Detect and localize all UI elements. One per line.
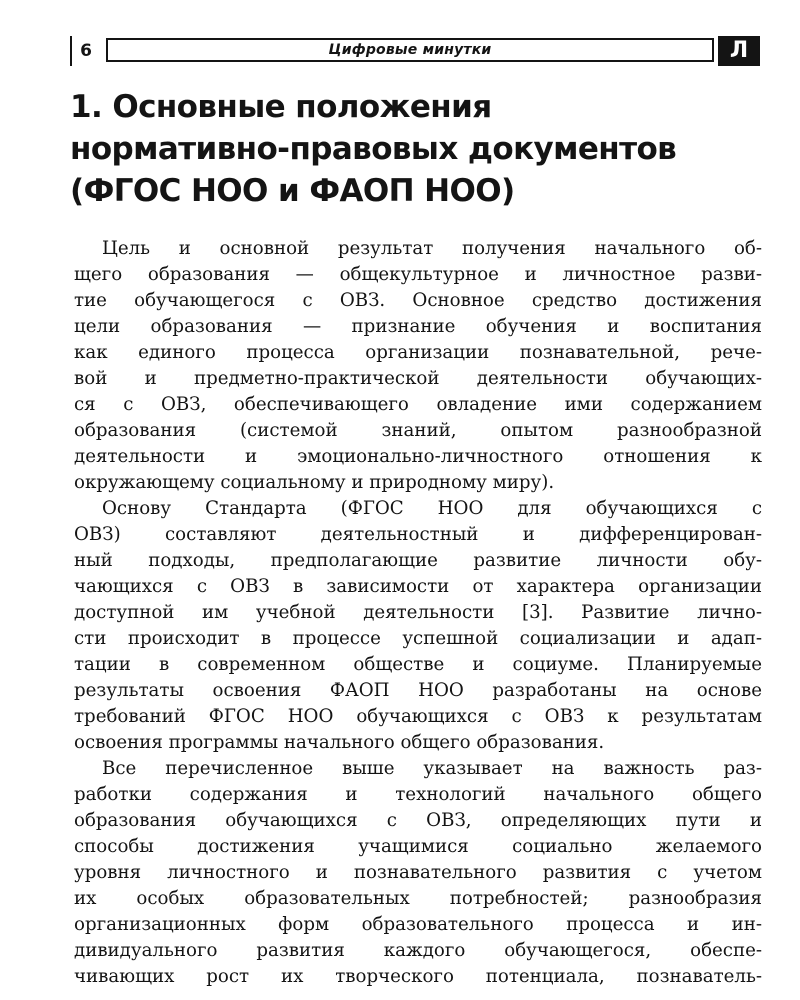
text-line: освоения программы начального общего образования. <box>74 732 605 753</box>
running-title: Цифровые минутки <box>106 38 714 62</box>
text-line: тации в современном обществе и социуме. Планируемые <box>74 654 762 675</box>
text-line: ный подходы, предполагающие развитие личности обу- <box>74 550 762 571</box>
text-line: уровня личностного и познавательного развития с учетом <box>74 862 762 883</box>
text-line: результаты освоения ФАОП НОО разработаны на основе <box>74 680 762 701</box>
text-line: сти происходит в процессе успешной социализации и адап- <box>74 628 762 649</box>
paragraph-goal <box>74 236 762 496</box>
page-number: 6 <box>70 36 100 66</box>
body-text <box>74 236 762 990</box>
text-line: вой и предметно-практической деятельности обучающих- <box>74 368 762 389</box>
text-line: ся с ОВЗ, обеспечивающего овладение ими содержанием <box>74 394 762 415</box>
text-line: щего образования — общекультурное и личностное разви- <box>74 264 762 285</box>
text-line: как единого процесса организации познавательной, рече- <box>74 342 762 363</box>
section-title <box>70 86 760 212</box>
text-line: Все перечисленное выше указывает на важность раз- <box>102 758 762 779</box>
text-line: требований ФГОС НОО обучающихся с ОВЗ к результатам <box>74 706 762 727</box>
running-header <box>70 36 760 66</box>
text-line: доступной им учебной деятельности [3]. Развитие лично- <box>74 602 762 623</box>
paragraph-importance <box>74 756 762 990</box>
text-line: деятельности и эмоционально-личностного отношения к <box>74 446 762 467</box>
text-line: образования (системой знаний, опытом разнообразной <box>74 420 762 441</box>
text-line: чивающих рост их творческого потенциала, познаватель- <box>74 966 762 987</box>
text-line: ОВЗ) составляют деятельностный и дифференцирован- <box>74 524 762 545</box>
text-line: тие обучающегося с ОВЗ. Основное средство достижения <box>74 290 762 311</box>
text-line: образования обучающихся с ОВЗ, определяющих пути и <box>74 810 762 831</box>
text-line: Основу Стандарта (ФГОС НОО для обучающихся с <box>102 498 762 519</box>
paragraph-standard <box>74 496 762 756</box>
text-line: дивидуального развития каждого обучающегося, обеспе- <box>74 940 762 961</box>
text-line: цели образования — признание обучения и воспитания <box>74 316 762 337</box>
text-line: окружающему социальному и природному миру). <box>74 472 555 493</box>
text-line: способы достижения учащимися социально желаемого <box>74 836 762 857</box>
text-line: их особых образовательных потребностей; разнообразия <box>74 888 762 909</box>
text-line: чающихся с ОВЗ в зависимости от характера организации <box>74 576 762 597</box>
text-line: организационных форм образовательного процесса и ин- <box>74 914 762 935</box>
section-badge: Л <box>718 36 760 66</box>
text-line: Цель и основной результат получения начального об- <box>102 238 762 259</box>
section-title-line: (ФГОС НОО и ФАОП НОО) <box>70 173 515 209</box>
text-line: работки содержания и технологий начального общего <box>74 784 762 805</box>
section-title-line: нормативно-правовых документов <box>70 131 677 167</box>
section-title-line: 1. Основные положения <box>70 89 492 125</box>
